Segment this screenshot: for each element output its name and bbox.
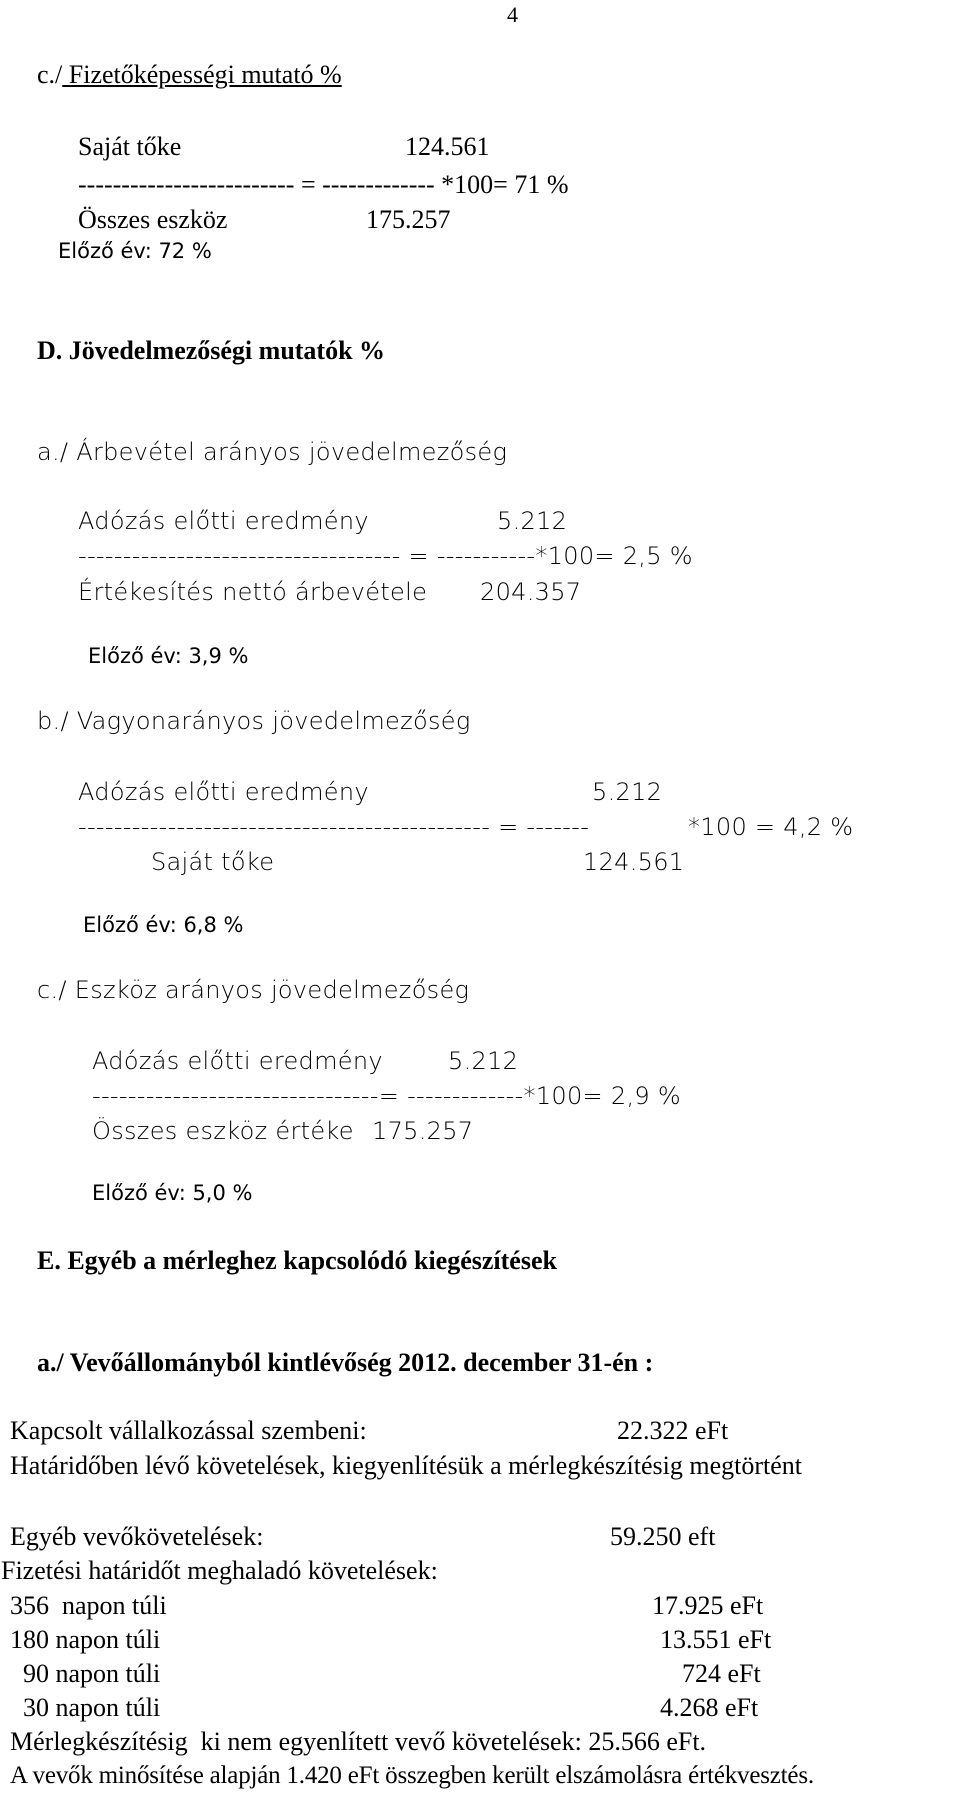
minosites-text: A vevők minősítése alapján 1.420 eFt összegben került elszámolásra értékvesztés. — [10, 1762, 814, 1789]
section-heading-e: E. Egyéb a mérleghez kapcsolódó kiegészítések — [37, 1246, 557, 1275]
fraction-line: ------------------------- = ------------- *100= 71 % — [78, 170, 569, 199]
denominator-value: 175.257 — [366, 205, 451, 234]
section-heading-a: a./ Árbevétel arányos jövedelmezőség — [37, 438, 508, 466]
numerator-value: 5.212 — [592, 778, 663, 806]
denominator-label: Összes eszköz értéke — [92, 1117, 354, 1145]
prev-year-note: Előző év: 3,9 % — [88, 644, 249, 668]
fraction-line: --------------------------------= -------------*100= 2,9 % — [92, 1082, 681, 1110]
fraction-result: *100 = 4,2 % — [688, 813, 854, 841]
denominator-value: 204.357 — [480, 578, 582, 606]
section-heading-c: c./ Eszköz arányos jövedelmezőség — [37, 976, 470, 1004]
overdue-row-label: 180 napon túli — [10, 1625, 161, 1654]
numerator-value: 124.561 — [405, 132, 490, 161]
numerator-value: 5.212 — [448, 1047, 519, 1075]
denominator-value: 175.257 — [372, 1117, 474, 1145]
egyeb-label: Egyéb vevőkövetelések: — [10, 1522, 264, 1551]
numerator-label: Adózás előtti eredmény — [92, 1047, 383, 1075]
hatarido-text: Határidőben lévő követelések, kiegyenlítésük a mérlegkészítésig megtörtént — [10, 1451, 803, 1480]
numerator-label: Saját tőke — [78, 132, 182, 161]
overdue-row-label: 30 napon túli — [10, 1693, 161, 1722]
fraction-line: ---------------------------------------------- = ------- — [78, 813, 590, 841]
kapcsolt-label: Kapcsolt vállalkozással szembeni: — [10, 1416, 367, 1445]
meghalado-label: Fizetési határidőt meghaladó követelések: — [1, 1556, 438, 1585]
section-heading-d: D. Jövedelmezőségi mutatók % — [37, 336, 386, 365]
kapcsolt-value: 22.322 eFt — [617, 1416, 729, 1445]
numerator-value: 5.212 — [497, 507, 568, 535]
section-heading-vevo: a./ Vevőállományból kintlévőség 2012. december 31-én : — [37, 1348, 654, 1377]
denominator-label: Összes eszköz — [78, 205, 228, 234]
prev-year-note: Előző év: 6,8 % — [83, 913, 244, 937]
overdue-row-label: 356 napon túli — [10, 1591, 167, 1620]
overdue-row-label: 90 napon túli — [10, 1659, 161, 1688]
overdue-row-value: 724 eFt — [682, 1659, 761, 1688]
numerator-label: Adózás előtti eredmény — [78, 507, 369, 535]
heading-title: Fizetőképességi mutató % — [62, 60, 342, 89]
prev-year-note: Előző év: 5,0 % — [92, 1181, 253, 1205]
merleg-text: Mérlegkészítésig ki nem egyenlített vevő követelések: 25.566 eFt. — [10, 1727, 707, 1756]
overdue-row-value: 4.268 eFt — [660, 1693, 759, 1722]
numerator-label: Adózás előtti eredmény — [78, 778, 369, 806]
heading-prefix: c./ — [37, 60, 63, 89]
section-heading-b: b./ Vagyonarányos jövedelmezőség — [37, 707, 471, 735]
denominator-label: Saját tőke — [151, 848, 275, 876]
overdue-row-value: 13.551 eFt — [660, 1625, 772, 1654]
denominator-value: 124.561 — [583, 848, 685, 876]
egyeb-value: 59.250 eft — [610, 1522, 716, 1551]
prev-year-note: Előző év: 72 % — [58, 239, 212, 263]
section-heading — [37, 62, 342, 88]
page-number: 4 — [507, 2, 518, 27]
overdue-row-value: 17.925 eFt — [652, 1591, 764, 1620]
fraction-line: ------------------------------------ = -----------*100= 2,5 % — [78, 542, 693, 570]
denominator-label: Értékesítés nettó árbevétele — [78, 578, 428, 606]
